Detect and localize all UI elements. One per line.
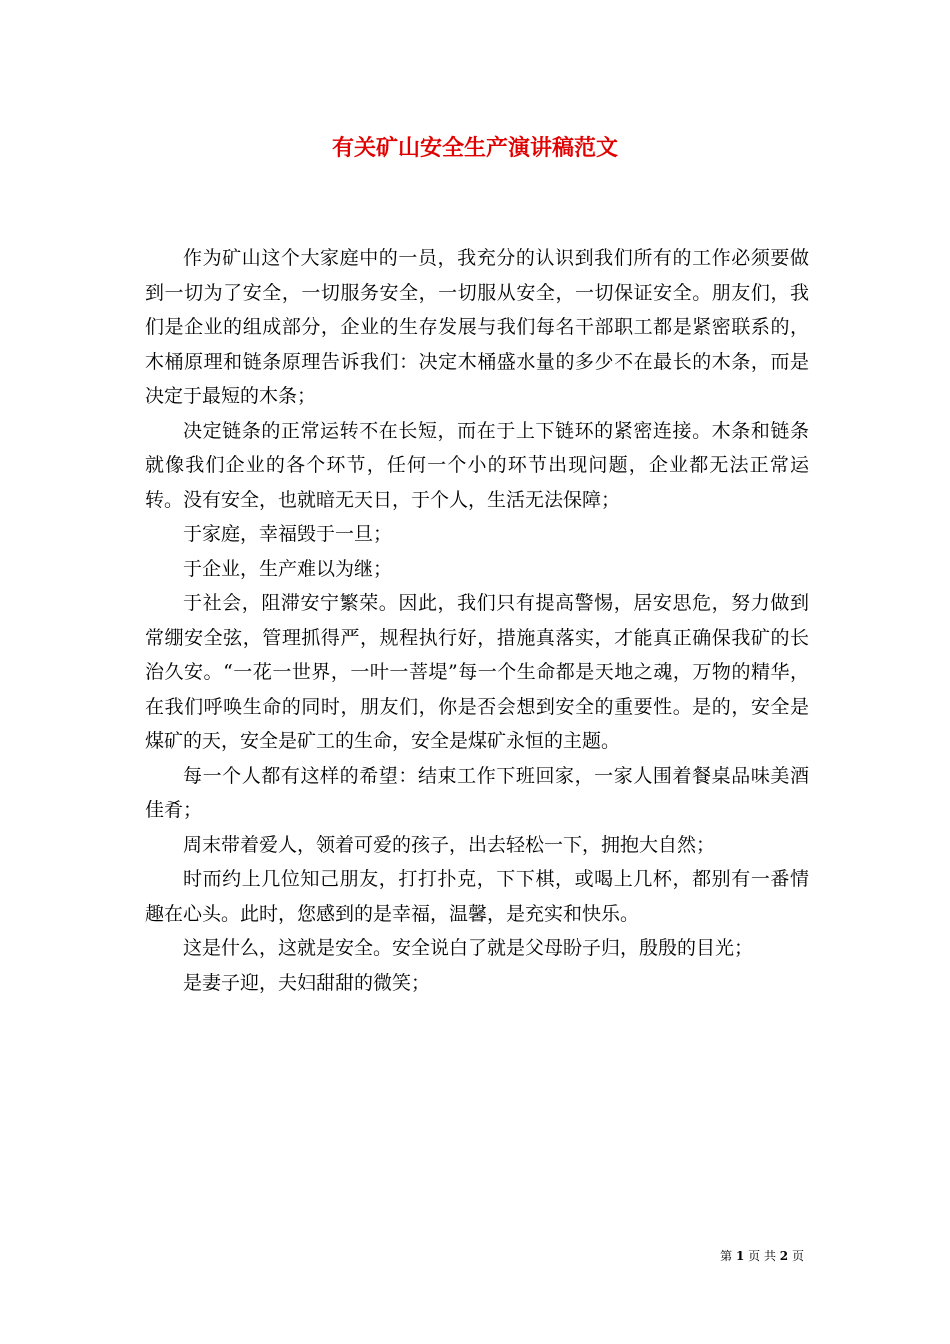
paragraph: 这是什么，这就是安全。安全说白了就是父母盼子归，殷殷的目光；: [183, 937, 754, 959]
paragraph: 周末带着爱人，领着可爱的孩子，出去轻松一下，拥抱大自然；: [183, 833, 716, 856]
page-suffix: 页: [791, 1249, 804, 1263]
paragraph: 于社会，阻滞安宁繁荣。因此，我们只有提高警惕，居安思危，努力做到常绷安全弦，管理抓得严，规程执行好，措施真落实，才能真正确保我矿的长治久安。“一花一世界，一叶一菩堤”每一个生命都是天地之魂，万物的精华，在我们呼唤生命的同时，朋友们，你是否会想到安全的重要性。是的，安全是煤矿的天，安全是矿工的生命，安全是煤矿永恒的主题。: [145, 592, 809, 752]
paragraph: 决定链条的正常运转不在长短，而在于上下链环的紧密连接。木条和链条就像我们企业的各个环节，任何一个小的环节出现问题，企业都无法正常运转。没有安全，也就暗无天日，于个人，生活无法保障；: [145, 419, 809, 511]
paragraph: 是妻子迎，夫妇甜甜的微笑；: [183, 971, 431, 994]
paragraph: 时而约上几位知己朋友，打打扑克，下下棋，或喝上几杯，都别有一番情趣在心头。此时，您感到的是幸福，温馨，是充实和快乐。: [145, 868, 809, 925]
document-body: [145, 241, 809, 1000]
page-mid: 页 共: [748, 1249, 776, 1263]
paragraph: 作为矿山这个大家庭中的一员，我充分的认识到我们所有的工作必须要做到一切为了安全，一切服务安全，一切服从安全，一切保证安全。朋友们，我们是企业的组成部分，企业的生存发展与我们每名干部职工都是紧密联系的，木桶原理和链条原理告诉我们：决定木桶盛水量的多少不在最长的木条，而是决定于最短的木条；: [145, 247, 809, 407]
paragraph: 于企业，生产难以为继；: [183, 557, 393, 580]
total-pages-number: 2: [779, 1249, 789, 1263]
paragraph: 于家庭，幸福毁于一旦；: [183, 523, 393, 545]
page-number-footer: [720, 1248, 804, 1264]
paragraph: 每一个人都有这样的希望：结束工作下班回家，一家人围着餐桌品味美酒佳肴；: [145, 764, 809, 821]
current-page-number: 1: [735, 1249, 745, 1263]
page-prefix: 第: [720, 1249, 733, 1263]
document-title: 有关矿山安全生产演讲稿范文: [331, 135, 618, 161]
